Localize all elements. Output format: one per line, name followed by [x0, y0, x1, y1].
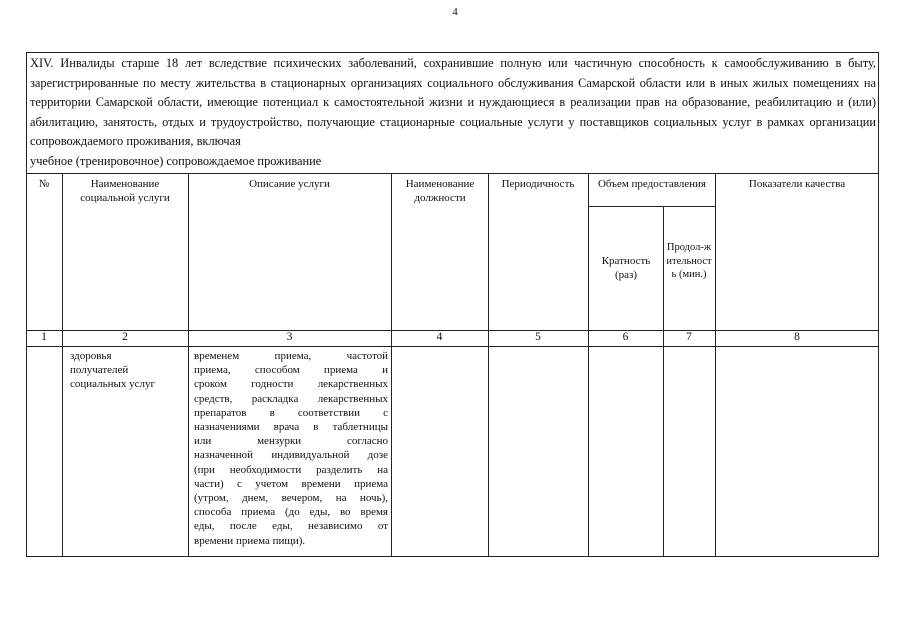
column-number: 4 [436, 331, 443, 343]
service-name-line: социальных услуг [70, 378, 156, 391]
numbers-bottom-rule [26, 346, 879, 347]
description-line: временем приема, частотой [194, 350, 388, 362]
description-line: способа приема (до еды, во время [194, 506, 388, 519]
description-line: сроком годности лекарственных [194, 378, 388, 391]
header-num: № [38, 178, 50, 190]
header-service-name: Наименование социальной услуги [80, 178, 170, 204]
column-number: 8 [794, 331, 800, 343]
service-name-cell [70, 349, 182, 392]
col-divider [488, 173, 489, 557]
description-cell [194, 349, 388, 548]
description-line: (при необходимости разделить на [194, 463, 388, 476]
header-position: Наименование должности [405, 178, 475, 204]
section-title [30, 54, 876, 171]
section-title-line: Самарской области или в иных жилых помещениях на территории Самарской области, имеющие потенциал к самостоятельной жизни и [30, 75, 876, 109]
description-line: (утром, днем, вечером, на ночь), [194, 492, 388, 505]
column-number: 5 [535, 331, 541, 343]
column-number: 1 [41, 331, 47, 343]
header-description: Описание услуги [249, 178, 330, 190]
header-periodicity: Периодичность [501, 178, 575, 190]
title-bottom-rule [26, 173, 879, 174]
column-number: 7 [686, 331, 692, 343]
column-number: 2 [122, 331, 128, 343]
col-divider [62, 173, 63, 557]
service-name-line: получателей [70, 364, 129, 377]
col-divider [663, 206, 664, 557]
section-title-line: учебное (тренировочное) сопровождаемое проживание [30, 153, 322, 168]
page-number: 4 [452, 6, 458, 18]
header-duration: Продол-жительность (мин.) [666, 242, 712, 280]
col-divider [391, 173, 392, 557]
description-line: приема, способом приема и [194, 364, 388, 377]
col-divider [588, 173, 589, 557]
section-title-line: нуждающиеся в реализации прав на образование, реабилитацию и (или) абилитацию, занятость, отдых и трудоустройство, получающие [30, 95, 876, 129]
description-line: времени приема пищи). [194, 534, 306, 547]
description-line: еды, после еды, независимо от [194, 520, 388, 533]
description-line: части) с учетом времени приема [194, 477, 388, 490]
description-line: назначениями врача в таблетницы [194, 421, 388, 434]
description-line: средств, раскладка лекарственных [194, 392, 388, 405]
volume-header-rule [588, 206, 715, 207]
description-line: препаратов в соответствии с [194, 406, 388, 419]
description-line: или мензурки согласно [194, 435, 388, 448]
header-volume: Объем предоставления [597, 178, 706, 190]
col-divider [188, 173, 189, 557]
header-multiplicity: Кратность (раз) [601, 255, 651, 281]
service-name-line: здоровья [70, 350, 112, 362]
column-number: 6 [622, 331, 629, 343]
column-number: 3 [286, 331, 293, 343]
section-title-line: стационарные социальные услуги у поставщиков социальных услуг в рамках организации сопровождаемого проживания, включая [30, 114, 876, 148]
section-title-line: самообслуживанию в быту, зарегистрированные по месту жительства в стационарных организациях социального обслуживания [30, 56, 876, 90]
section-title-line: XIV. Инвалиды старше 18 лет вследствие психических заболеваний, сохранившие полную или частичную способность к [30, 56, 718, 70]
col-divider [715, 173, 716, 557]
header-quality: Показатели качества [748, 178, 846, 190]
description-line: назначенной индивидуальной дозе [194, 449, 388, 462]
